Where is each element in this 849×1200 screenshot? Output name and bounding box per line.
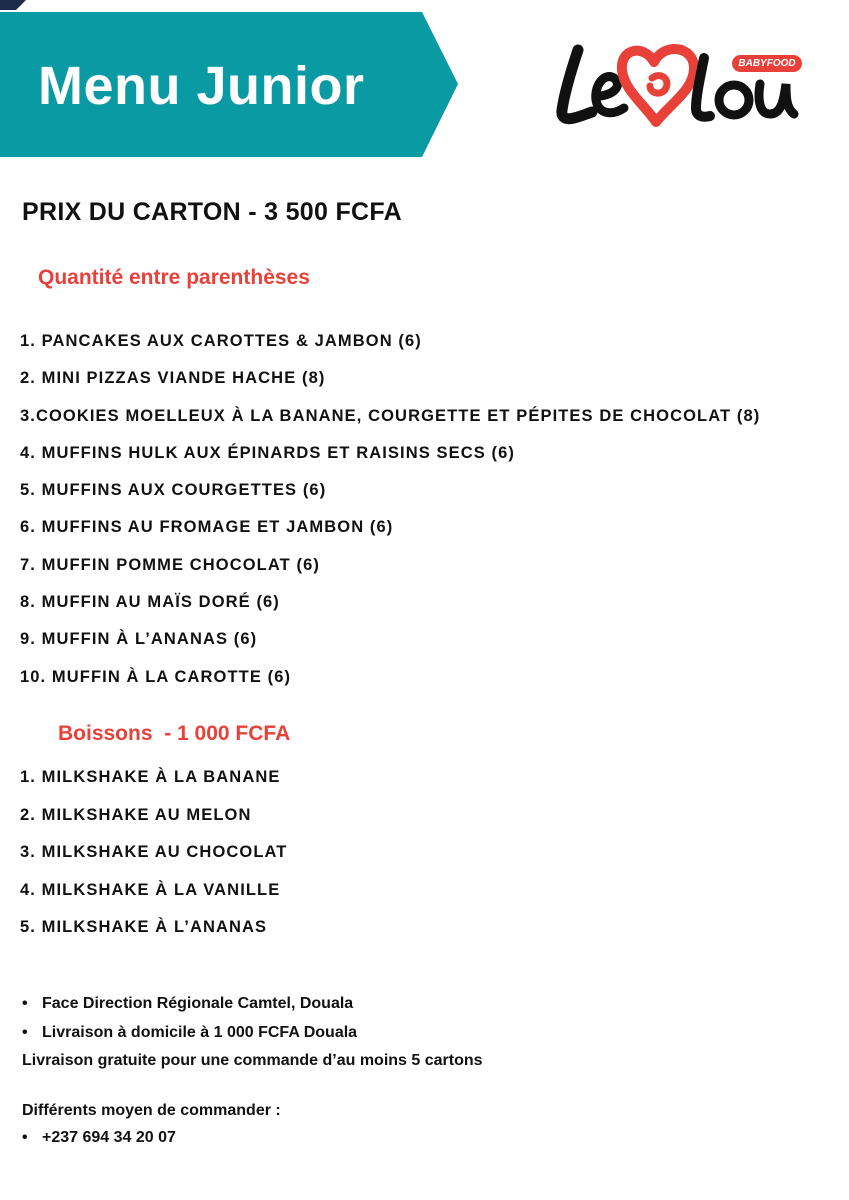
list-item: 4. MILKSHAKE À LA VANILLE (20, 880, 281, 899)
phone-line (22, 1129, 176, 1147)
list-item: 3.COOKIES MOELLEUX À LA BANANE, COURGETTE ET PÉPITES DE CHOCOLAT (8) (20, 406, 761, 425)
list-item: 4. MUFFINS HULK AUX ÉPINARDS ET RAISINS SECS (6) (20, 443, 515, 462)
list-item: 3. MILKSHAKE AU CHOCOLAT (20, 843, 288, 861)
carton-price: PRIX DU CARTON - 3 500 FCFA (22, 198, 402, 226)
address-text: Face Direction Régionale Camtel, Douala (42, 995, 354, 1012)
delivery-line (22, 1024, 357, 1042)
list-item: 8. MUFFIN AU MAÏS DORÉ (6) (20, 593, 280, 612)
list-item: 6. MUFFINS AU FROMAGE ET JAMBON (6) (20, 518, 394, 537)
address-line (22, 995, 353, 1013)
list-item: 2. MILKSHAKE AU MELON (20, 805, 252, 824)
list-item: 9. MUFFIN À L’ANANAS (6) (20, 630, 258, 649)
free-delivery-text: Livraison gratuite pour une commande d’au moins 5 cartons (22, 1052, 483, 1069)
phone-number: +237 694 34 20 07 (42, 1129, 176, 1146)
page-title: Menu Junior (38, 56, 365, 116)
bullet-icon: • (22, 1129, 28, 1146)
drinks-menu-list (20, 764, 287, 952)
bullet-icon: • (22, 995, 28, 1012)
bullet-icon: • (22, 1024, 28, 1041)
order-methods-heading: Différents moyen de commander : (22, 1102, 281, 1119)
list-item: 1. MILKSHAKE À LA BANANE (20, 768, 281, 786)
list-item: 10. MUFFIN À LA CAROTTE (6) (20, 667, 292, 686)
food-menu-list (20, 328, 760, 701)
list-item: 2. MINI PIZZAS VIANDE HACHE (8) (20, 369, 326, 388)
list-item: 7. MUFFIN POMME CHOCOLAT (6) (20, 555, 320, 574)
babyfood-badge: BABYFOOD (732, 55, 802, 72)
list-item: 1. PANCAKES AUX CAROTTES & JAMBON (6) (20, 332, 422, 350)
brand-logo (556, 34, 806, 136)
quantity-note: Quantité entre parenthèses (38, 266, 310, 289)
list-item: 5. MUFFINS AUX COURGETTES (6) (20, 481, 327, 500)
drinks-heading: Boissons - 1 000 FCFA (58, 722, 291, 745)
delivery-text: Livraison à domicile à 1 000 FCFA Douala (42, 1024, 358, 1041)
list-item: 5. MILKSHAKE À L’ANANAS (20, 918, 268, 936)
corner-accent (0, 0, 26, 10)
